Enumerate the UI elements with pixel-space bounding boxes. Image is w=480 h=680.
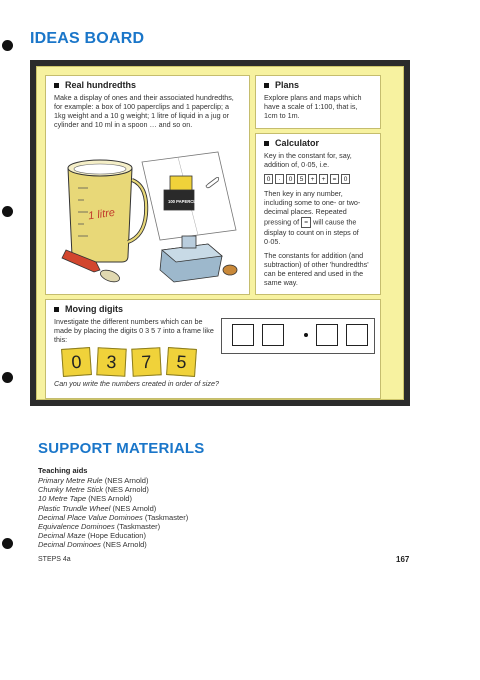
teaching-aids-subtitle: Teaching aids — [38, 466, 88, 475]
list-item: Decimal Place Value Dominoes (Taskmaster) — [38, 512, 189, 522]
bullet-square — [264, 141, 269, 146]
digit-card: 3 — [96, 347, 126, 376]
calculator-key: · — [275, 174, 284, 184]
digit-card: 5 — [166, 347, 197, 377]
calculator-title: Calculator — [275, 138, 320, 148]
calculator-panel — [255, 133, 381, 295]
digit-slot — [316, 324, 338, 346]
jug-label: 1 litre — [87, 206, 116, 223]
digit-slot — [262, 324, 284, 346]
list-item: Decimal Maze (Hope Education) — [38, 531, 146, 541]
plans-title: Plans — [275, 80, 300, 90]
kilogram-weight — [160, 236, 222, 282]
calculator-text-repeat: pressing of = will cause the display to count on in steps of 0·05. — [264, 217, 359, 246]
moving-digits-title: Moving digits — [65, 304, 123, 314]
calculator-key: + — [319, 174, 328, 184]
real-hundredths-title: Real hundredths — [65, 80, 137, 90]
calculator-key: = — [330, 174, 339, 184]
list-item: Decimal Dominoes (NES Arnold) — [38, 540, 147, 550]
bullet-square — [54, 307, 59, 312]
calculator-key: 5 — [297, 174, 306, 184]
list-item: Primary Metre Rule (NES Arnold) — [38, 476, 149, 485]
digit-frame — [221, 318, 375, 354]
ideas-board-frame — [30, 60, 410, 406]
ideas-board — [36, 66, 404, 400]
moving-digits-question: Can you write the numbers created in order of size? — [54, 379, 219, 388]
plans-text: Explore plans and maps which have a scale of 1:100, that is, 1cm to 1m. — [264, 93, 362, 120]
equals-key: = — [301, 217, 311, 228]
real-hundredths-panel — [45, 75, 250, 295]
ideas-board-title: IDEAS BOARD — [30, 30, 145, 47]
list-item: Equivalence Dominoes (Taskmaster) — [38, 522, 161, 532]
digit-card: 0 — [61, 347, 92, 377]
digit-cards — [62, 348, 196, 376]
punch-hole — [2, 206, 13, 217]
support-materials-title: SUPPORT MATERIALS — [38, 440, 205, 457]
hundredths-illustration — [50, 138, 246, 294]
page-number: 167 — [396, 555, 410, 564]
punch-hole — [2, 40, 13, 51]
list-item: Chunky Metre Stick (NES Arnold) — [38, 485, 149, 495]
calculator-key: 0 — [341, 174, 350, 184]
moving-digits-panel — [45, 299, 381, 399]
support-materials-list — [38, 466, 418, 550]
punch-hole — [2, 372, 13, 383]
bullet-square — [54, 83, 59, 88]
ten-gram-weight — [223, 265, 237, 275]
moving-digits-text: Investigate the different numbers which can be made by placing the digits 0 3 5 7 into a frame like this: — [54, 317, 214, 344]
plans-panel — [255, 75, 381, 129]
calculator-key: 0 — [264, 174, 273, 184]
footer-steps-label: STEPS 4a — [38, 556, 71, 563]
calculator-text-constants: The constants for addition (and subtraction) of other 'hundredths' can be entered and used in the same way. — [264, 251, 369, 287]
paperclip-box-label: 100 PAPERCLIPS — [168, 199, 203, 204]
calculator-text-then: Then key in any number, including some to one- or two-decimal places. Repeated — [264, 189, 361, 216]
decimal-point — [304, 333, 308, 337]
list-item: Plastic Trundle Wheel (NES Arnold) — [38, 503, 157, 513]
digit-slot — [346, 324, 368, 346]
calculator-key: 0 — [286, 174, 295, 184]
calculator-text-intro: Key in the constant for, say, addition of, 0·05, i.e. — [264, 151, 352, 169]
calculator-key-sequence — [264, 174, 372, 184]
digit-slot — [232, 324, 254, 346]
bullet-square — [264, 83, 269, 88]
real-hundredths-text: Make a display of ones and their associated hundredths, for example: a box of 100 paperclips and 1 paperclip; a 1kg weight and a 10 g weight; 1 litre of liquid in a jug or cylinder and 10 ml in a spoon … and so on. — [54, 93, 234, 129]
calculator-key: + — [308, 174, 317, 184]
list-item: 10 Metre Tape (NES Arnold) — [38, 494, 132, 504]
punch-hole — [2, 538, 13, 549]
digit-card: 7 — [131, 347, 161, 376]
